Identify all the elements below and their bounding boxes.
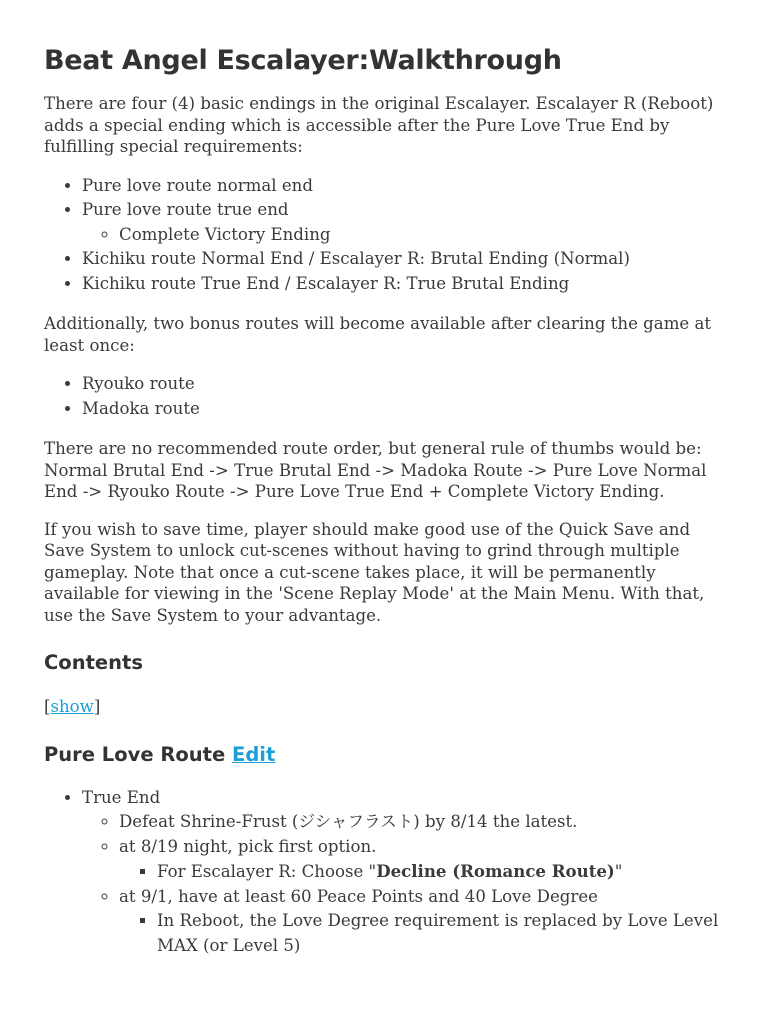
edit-section-link[interactable]: Edit (232, 742, 276, 766)
sub-sub-list (119, 859, 724, 885)
contents-show-link[interactable]: show (50, 697, 94, 716)
sub-list (82, 223, 724, 248)
list-item: ◦ Defeat Shrine-Frust (ジシャフラスト) by 8/14 the latest. (119, 810, 724, 835)
list-item: • Pure love route normal end (82, 174, 724, 199)
list-item (82, 786, 724, 959)
section-title: Pure Love Route (44, 742, 226, 766)
list-item: • Kichiku route True End / Escalayer R: True Brutal Ending (82, 272, 724, 297)
bonus-routes-list (44, 372, 724, 421)
text-suffix: " (614, 862, 623, 881)
bracket-open: [ (44, 697, 51, 716)
pure-love-steps (44, 786, 724, 959)
list-item-label: True End (82, 787, 161, 807)
list-item: • Ryouko route (82, 372, 724, 397)
route-order-paragraph: There are no recommended route order, but general rule of thumbs would be: Normal Brutal End -> True Brutal End -> Madoka Route -> Pure Love Normal End -> Ryouko Route -> Pure Love True End + Complete Victory Ending. (44, 439, 707, 501)
list-item (119, 885, 724, 959)
list-item-label: at 9/1, have at least 60 Peace Points and 40 Love Degree (119, 886, 598, 906)
bold-choice: Decline (Romance Route) (376, 861, 615, 881)
list-item: • Madoka route (82, 397, 724, 422)
list-item: ▪ In Reboot, the Love Degree requirement is replaced by Love Level MAX (or Level 5) (157, 909, 724, 958)
list-item: • Kichiku route Normal End / Escalayer R: Brutal Ending (Normal) (82, 247, 724, 272)
intro-paragraph: There are four (4) basic endings in the original Escalayer. Escalayer R (Reboot) adds a special ending which is accessible after the Pure Love True End by fulfilling special requirements: (44, 94, 714, 156)
sub-sub-list (119, 909, 724, 958)
sub-list (82, 810, 724, 958)
list-item (157, 859, 724, 885)
pure-love-route-heading (44, 742, 724, 768)
list-item (82, 198, 724, 247)
list-item-label: at 8/19 night, pick first option. (119, 836, 377, 856)
text-prefix: For Escalayer R: Choose " (157, 862, 377, 881)
contents-toggle (44, 696, 724, 718)
endings-list (44, 174, 724, 297)
list-item-label: Pure love route true end (82, 200, 289, 219)
page-title: Beat Angel Escalayer:Walkthrough (44, 45, 562, 76)
list-item: ◦ Complete Victory Ending (119, 223, 724, 248)
bonus-intro-paragraph: Additionally, two bonus routes will become available after clearing the game at least once: (44, 314, 712, 355)
contents-heading: Contents (44, 651, 143, 674)
bracket-close: ] (93, 697, 101, 716)
save-tips-paragraph: If you wish to save time, player should make good use of the Quick Save and Save System to unlock cut-scenes without having to grind through multiple gameplay. Note that once a cut-scene takes place, it will be permanently available for viewing in the 'Scene Replay Mode' at the Main Menu. With that, use the Save System to your advantage. (44, 519, 705, 625)
list-item (119, 835, 724, 885)
